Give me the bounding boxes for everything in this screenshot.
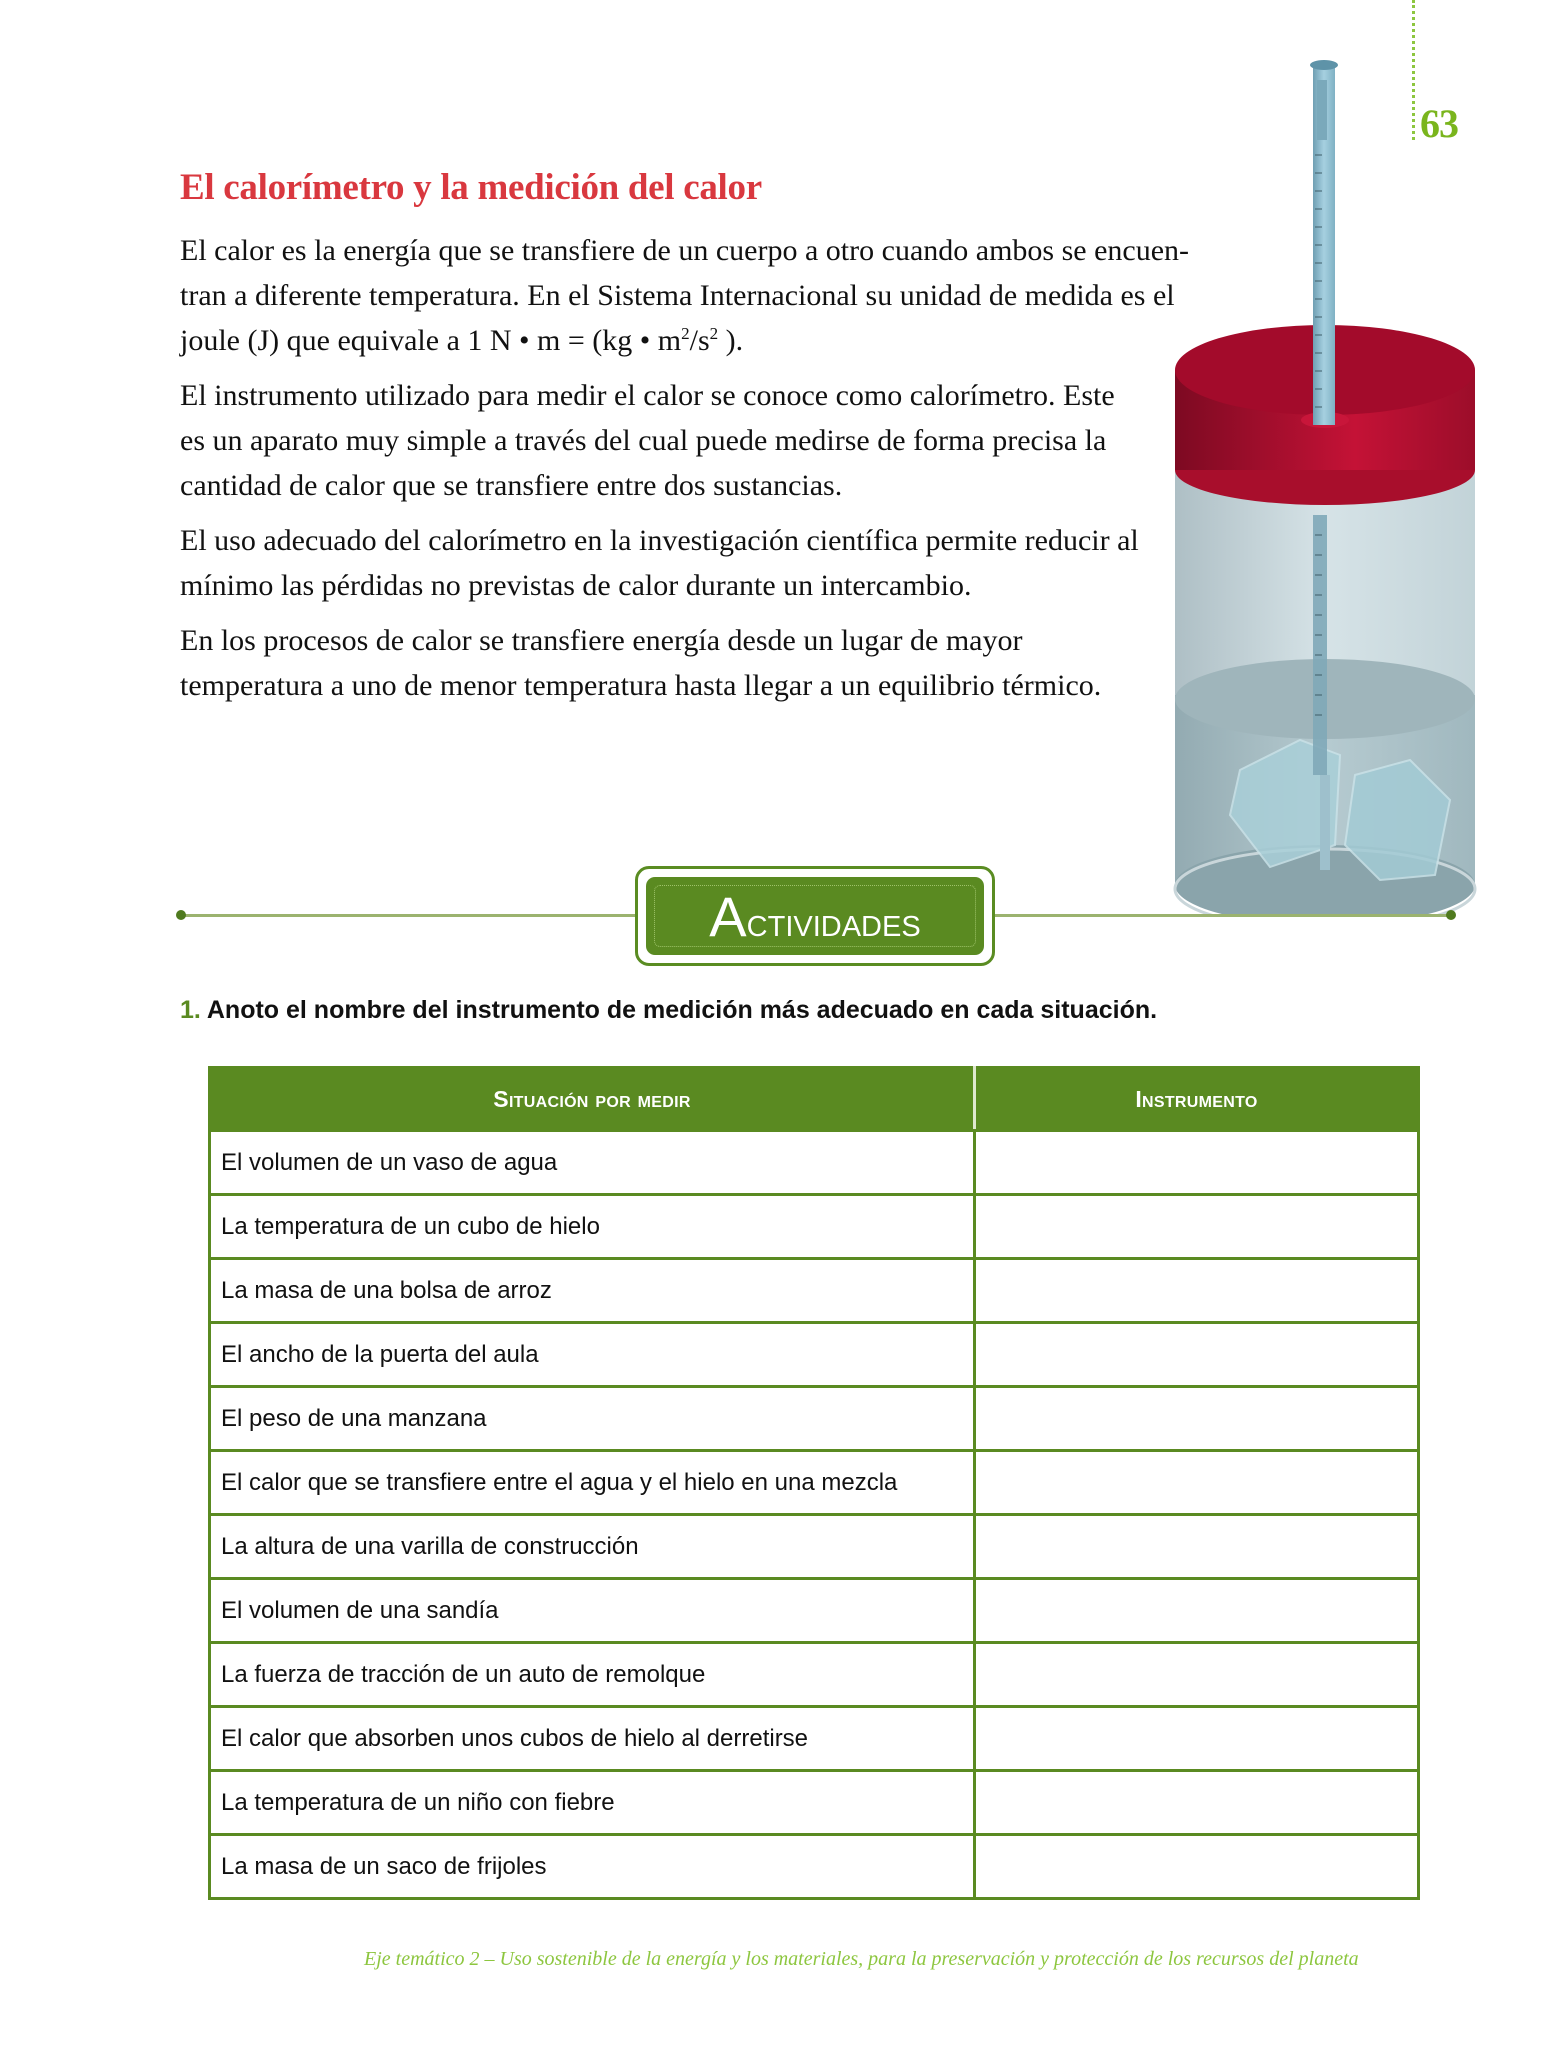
instrument-cell xyxy=(975,1515,1419,1579)
instrument-answer-input[interactable] xyxy=(976,1644,1417,1705)
activities-badge xyxy=(635,866,995,966)
instrument-answer-input[interactable] xyxy=(976,1452,1417,1513)
table-row xyxy=(210,1451,1419,1515)
situation-cell: La temperatura de un cubo de hielo xyxy=(210,1195,975,1259)
table-row xyxy=(210,1259,1419,1323)
paragraph-heat-definition xyxy=(180,228,1270,363)
instrument-cell xyxy=(975,1387,1419,1451)
instrument-answer-input[interactable] xyxy=(976,1388,1417,1449)
instrument-cell xyxy=(975,1323,1419,1387)
situation-cell: El volumen de un vaso de agua xyxy=(210,1131,975,1195)
activity-text: Anoto el nombre del instrumento de medición más adecuado en cada situación. xyxy=(200,996,1158,1024)
table-row xyxy=(210,1387,1419,1451)
paragraph-line: joule (J) que equivale a 1 N • m = (kg • m xyxy=(180,324,682,357)
footer-theme-axis: Eje temático 2 – Uso sostenible de la energía y los materiales, para la preservación y protección de los recursos del planeta xyxy=(364,1948,1359,1970)
instrument-answer-input[interactable] xyxy=(976,1196,1417,1257)
column-header-instrument: Instrumento xyxy=(975,1068,1419,1131)
instrument-answer-input[interactable] xyxy=(976,1580,1417,1641)
instrument-cell xyxy=(975,1579,1419,1643)
page-number: 63 xyxy=(1420,101,1458,146)
instrument-cell xyxy=(975,1259,1419,1323)
table-row xyxy=(210,1835,1419,1899)
instrument-cell xyxy=(975,1643,1419,1707)
table-row xyxy=(210,1707,1419,1771)
table-row xyxy=(210,1323,1419,1387)
situation-cell: El calor que absorben unos cubos de hielo al derretirse xyxy=(210,1707,975,1771)
paragraph-line: ). xyxy=(718,324,744,357)
situation-cell: El peso de una manzana xyxy=(210,1387,975,1451)
paragraph-line: /s xyxy=(689,324,710,357)
paragraph-usage: El uso adecuado del calorímetro en la investigación científica permite reducir al mínimo las pérdidas no previstas de calor durante un intercambio. xyxy=(180,524,1139,602)
activity-instruction xyxy=(180,996,1157,1025)
paragraph-instrument: El instrumento utilizado para medir el calor se conoce como calorímetro. Este es un aparato muy simple a través del cual puede medirse de forma precisa la cantidad de calor que se transfiere entre dos sustancias. xyxy=(180,379,1115,502)
calorimeter-illustration xyxy=(1160,55,1490,915)
table-row xyxy=(210,1515,1419,1579)
paragraph-line: El calor es la energía que se transfiere de un cuerpo a otro cuando ambos se encuen- xyxy=(180,234,1190,267)
instrument-answer-input[interactable] xyxy=(976,1772,1417,1833)
instrument-answer-input[interactable] xyxy=(976,1708,1417,1769)
instrument-cell xyxy=(975,1835,1419,1899)
body-text xyxy=(180,228,1190,718)
column-header-situation: Situación por medir xyxy=(210,1068,975,1131)
situation-cell: El volumen de una sandía xyxy=(210,1579,975,1643)
table-row xyxy=(210,1195,1419,1259)
situation-cell: La masa de una bolsa de arroz xyxy=(210,1259,975,1323)
instrument-cell xyxy=(975,1131,1419,1195)
instrument-answer-input[interactable] xyxy=(976,1516,1417,1577)
situation-cell: La temperatura de un niño con fiebre xyxy=(210,1771,975,1835)
paragraph-equilibrium: En los procesos de calor se transfiere energía desde un lugar de mayor temperatura a uno de menor temperatura hasta llegar a un equilibrio térmico. xyxy=(180,624,1102,702)
instrument-answer-input[interactable] xyxy=(976,1132,1417,1193)
activity-number: 1. xyxy=(180,996,201,1024)
table-row xyxy=(210,1579,1419,1643)
instrument-cell xyxy=(975,1451,1419,1515)
table-header-row xyxy=(210,1068,1419,1131)
situation-cell: El ancho de la puerta del aula xyxy=(210,1323,975,1387)
instrument-cell xyxy=(975,1707,1419,1771)
situation-cell: El calor que se transfiere entre el agua y el hielo en una mezcla xyxy=(210,1451,975,1515)
divider-endpoint xyxy=(176,910,186,920)
instrument-answer-input[interactable] xyxy=(976,1324,1417,1385)
situation-cell: La masa de un saco de frijoles xyxy=(210,1835,975,1899)
measurement-table xyxy=(208,1066,1420,1900)
superscript: 2 xyxy=(709,324,719,343)
table-row xyxy=(210,1771,1419,1835)
instrument-cell xyxy=(975,1771,1419,1835)
divider-endpoint xyxy=(1446,910,1456,920)
situation-cell: La altura de una varilla de construcción xyxy=(210,1515,975,1579)
instrument-cell xyxy=(975,1195,1419,1259)
section-title: El calorímetro y la medición del calor xyxy=(180,167,762,208)
activities-heading: Actividades xyxy=(709,884,921,948)
instrument-answer-input[interactable] xyxy=(976,1836,1417,1897)
table-row xyxy=(210,1131,1419,1195)
table-row xyxy=(210,1643,1419,1707)
situation-cell: La fuerza de tracción de un auto de remolque xyxy=(210,1643,975,1707)
instrument-answer-input[interactable] xyxy=(976,1260,1417,1321)
paragraph-line: tran a diferente temperatura. En el Sistema Internacional su unidad de medida es el xyxy=(180,279,1175,312)
superscript: 2 xyxy=(681,324,690,343)
